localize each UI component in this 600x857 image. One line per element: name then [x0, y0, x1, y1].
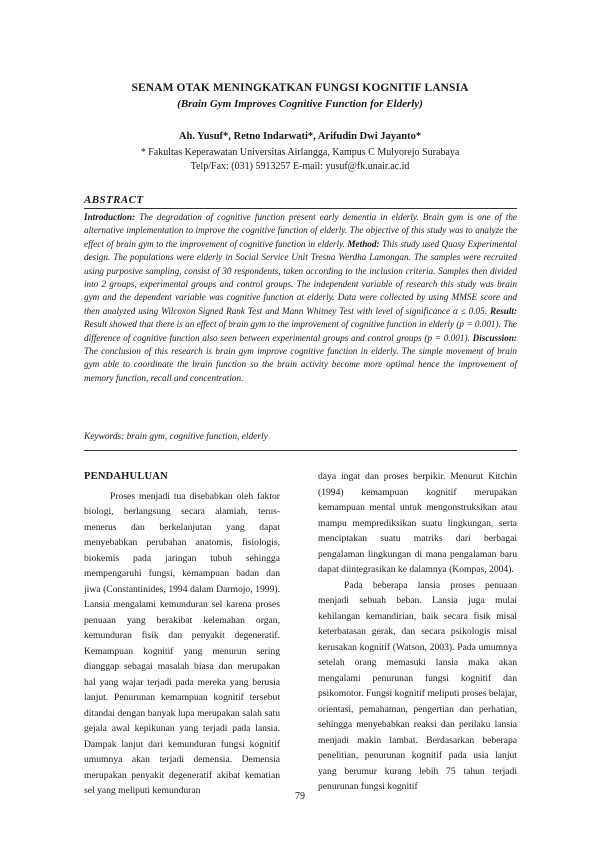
abstract-heading: ABSTRACT [84, 194, 144, 206]
keywords-divider [84, 450, 517, 451]
abstract-divider [84, 208, 517, 209]
affiliation: * Fakultas Keperawatan Universitas Airlangga, Kampus C Mulyorejo Surabaya [140, 147, 460, 158]
abstract-intro-label: Introduction: [84, 212, 136, 222]
right-column [318, 469, 517, 795]
section-heading: PENDAHULUAN [84, 471, 168, 482]
page-number: 79 [295, 791, 305, 802]
abstract-result-text: Result showed that there is an effect of brain gym to the improvement of cognitive function in elderly (p = 0.001). The difference of cognitive function also seen between experimental groups and control groups (p = 0.001). [84, 319, 517, 343]
abstract-discussion-text: The conclusion of this research is brain gym improve cognitive function in elderly. The simple movement of brain gym able to coordinate the brain function so the brain activity become more optimal hence the improvement of memory function, recall and concentration. [84, 346, 517, 383]
paper-subtitle: (Brain Gym Improves Cognitive Function for Elderly) [177, 98, 423, 110]
abstract-body [84, 211, 517, 385]
left-column [84, 469, 280, 799]
intro-paragraph-1-continued: daya ingat dan proses berpikir. Menurut Kitchin (1994) kemampuan kognitif merupakan kemampuan mental untuk mengonstruksikan atau mampu memprediksikan suatu lingkungan, serta menciptakan suatu matriks dari berbagai pengalaman lingkungan di mana pengalaman baru dapat diintegrasikan ke dalamnya (Kompas, 2004). [318, 471, 517, 575]
abstract-discussion-label: Discussion: [472, 332, 517, 343]
abstract-method-label: Method: [347, 238, 380, 249]
intro-paragraph-1: Proses menjadi tua disebabkan oleh faktor biologi, berlangsung secara alamiah, terus-menerus dan berkelanjutan yang dapat menyebabkan perubahan anatomis, fisiologis, biokemis pada jaringan tubuh sehingga mempengaruhi fungsi, kemampuan badan dan jiwa (Constantinides, 1994 dalam Darmojo, 1999). Lansia mengalami kemunduran sel karena proses penuaan yang berakibat kelemahan organ, kemunduran fisik dan penyakit degeneratif. Kemampuan kognitif yang menurun sering dianggap sebagai masalah biasa dan merupakan hal yang wajar terjadi pada mereka yang berusia lanjut. Penurunan kemampuan kognitif tersebut ditandai dengan banyak lupa merupakan salah satu gejala awal kepikunan yang terjadi pada lansia. Dampak lanjut dari kemunduran fungsi kognitif umumnya akan terjadi demensia. Demensia merupakan penyakit degeneratif akibat kematian sel yang meliputi kemunduran [84, 490, 280, 796]
keywords-line: Keywords: brain gym, cognitive function, elderly [84, 432, 268, 442]
paper-title: SENAM OTAK MENINGKATKAN FUNGSI KOGNITIF LANSIA [131, 82, 469, 94]
intro-paragraph-2: Pada beberapa lansia proses penuaan menjadi sebuah beban. Lansia juga mulai kehilangan kemandirian, baik secara fisik misal keterbatasan gerak, dan secara psikologis misal kerusakan kognitif (Watson, 2003). Pada umumnya setelah orang memasuki lansia maka akan mengalami penurunan fungsi kognitif dan psikomotor. Fungsi kognitif meliputi proses belajar, orientasi, pemahaman, pengertian dan perhatian, sehingga menyebabkan reaksi dan perilaku lansia menjadi makin lambat. Berdasarkan beberapa penelitian, penurunan kognitif pada usia lanjut yang berumur kurang lebih 75 tahun terjadi penurunan fungsi kognitif [318, 579, 517, 792]
author-list: Ah. Yusuf*, Retno Indarwati*, Arifudin Dwi Jayanto* [178, 131, 422, 142]
abstract-result-label: Result: [489, 305, 517, 316]
contact-info: Telp/Fax: (031) 5913257 E-mail: yusuf@fk.unair.ac.id [190, 161, 410, 172]
affiliation-block [60, 146, 540, 174]
abstract-method-text: This study used Quasy Experimental design. The populations were elderly in Social Service Unit Tresna Werdha Lamongan. The samples were recruited using purposive sampling, consist of 30 respondents, taken according to the inclusion criteria. Samples then divided into 2 groups, experimental groups and control groups. The independent variable of research this study was brain gym and the dependent variable was cognitive function at elderly. Data were collected by using MMSE score and then analyzed using Wilcoxon Signed Rank Test and Mann Whitney Test with level of significance α ≤ 0.05. [84, 238, 517, 316]
abstract-intro-text: The degradation of cognitive function present early dementia in elderly. Brain gym is one of the alternative implementation to improve the cognitive function of elderly. The objective of this study was to analyze the effect of brain gym to the improvement of cognitive function in elderly. [84, 212, 517, 249]
